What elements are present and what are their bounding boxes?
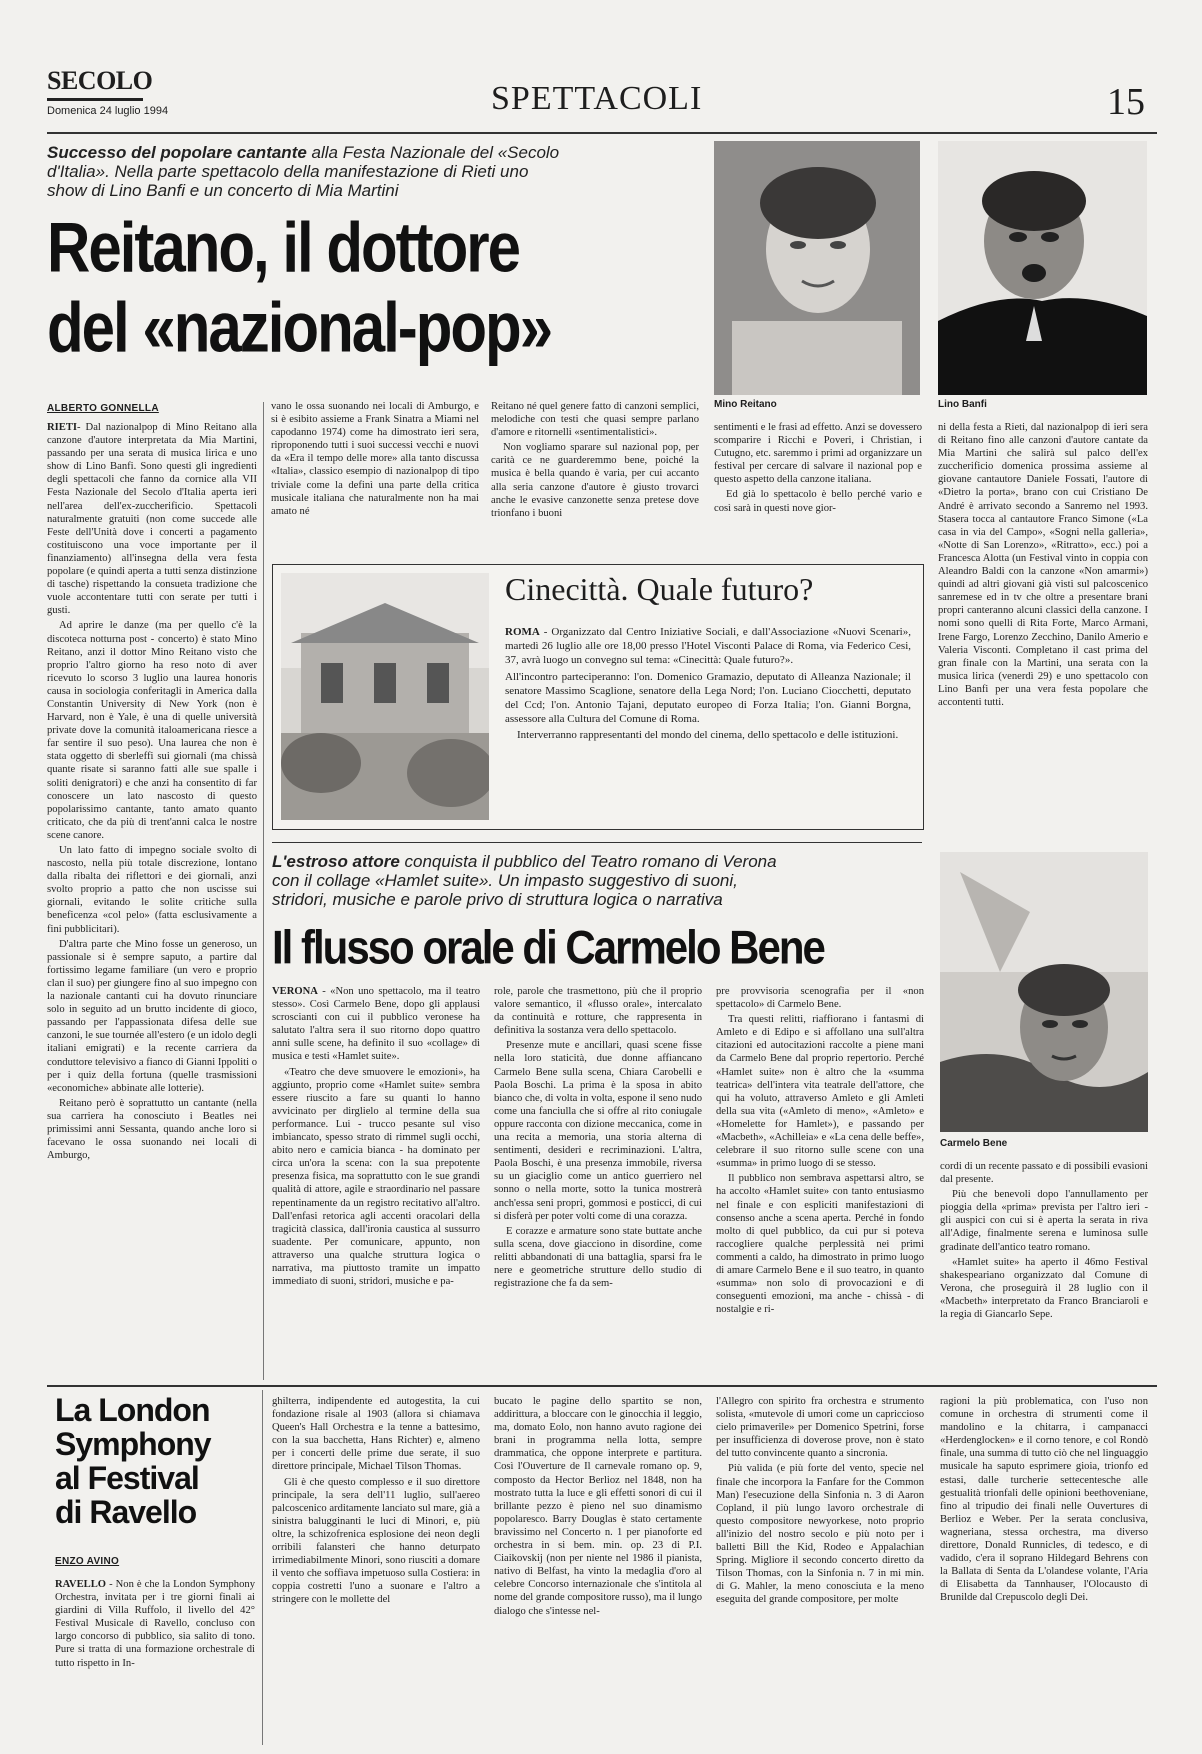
cinecitta-box <box>272 564 924 830</box>
reitano-kicker-bold: Successo del popolare cantante <box>47 143 307 162</box>
bene-column-4 <box>940 1160 1148 1377</box>
reitano-photo <box>714 141 920 395</box>
reitano-col1-p5: Reitano però è soprattutto un cantante (nella sua carriera ha conosciuto i Beatles nei primissimi anni Sessanta, quando anche loro si facevano le ossa suonando nei locali di Amburgo, <box>47 1097 257 1162</box>
bene-kicker <box>272 852 792 909</box>
cinecitta-title: Cinecittà. Quale futuro? <box>505 571 814 607</box>
bene-col3-p2: Tra questi relitti, riaffiorano i fantasmi di Amleto e di Edipo e si affollano una sull'altra citazioni ed autocitazioni raccolte a piene mani da Carmelo Bene dal proprio repertorio. Perché «Hamlet suite» non è altro che la «summa teatrica» dell'intera vita teatrale dell'attore, che qui ha voluto, attraverso Amleto e gli Amleti della sua vita («Amleto di meno», «Amleto» e «Homelette for Hamlet»), e passando per «Macbeth», «Achilleia» e «La cena delle beffe», celebrare il suo ritorno sulle scene con una «summa» in primo luogo di se stesso. <box>716 1014 924 1170</box>
bene-kicker-bold: L'estroso attore <box>272 852 400 871</box>
bene-col4-p3: «Hamlet suite» ha aperto il 46mo Festival shakespeariano organizzato dal Comune di Verona, che proseguirà il 28 luglio con il «Macbeth» interpretato da Franco Branciaroli e la regia di Giancarlo Sepe. <box>940 1256 1148 1321</box>
reitano-col2-p1: vano le ossa suonando nei locali di Amburgo, e si è esibito assieme a Frank Sinatra a Miami nel capodanno 1974) come ha dimostrato ieri sera, riproponendo tutti i suoi successi vecchi e nuovi da «Era il tempo delle more» alla tanto discussa «Italia», classico esempio di nazionalpop di tipo triviale come la definì una parte della critica musicale italiana che naturalmente non ha mai amato né <box>271 401 479 517</box>
reitano-col4-p1: sentimenti e le frasi ad effetto. Anzi se dovessero scomparire i Ricchi e Poveri, i Christian, i Cutugno, etc. saremmo i primi ad organizzare un festival per cercare di salvare il nazional pop e questo aspetto della canzone italiana. <box>714 422 922 486</box>
cinecitta-studios-image <box>281 573 489 820</box>
reitano-col5-p1: ni della festa a Rieti, dal nazionalpop di ieri sera di Reitano fino alle canzoni d'autore cantate da Mia Martini che salirà sul palco dell'ex zuccherificio domenica prossima assieme al giovane cantautore Daniele Fossati, l'autore di «Dietro la porta», brano con cui Cristiano De André è arrivato secondo a Sanremo nel 1993. Stasera tocca al cantautore Franco Simone («La casa in via del Campo», «Sogni nella galleria», «Notte di San Lorenzo», «Ritratto», ecc.) poi a Francesca Alotta (un Festival vinto in coppia con Aleandro Baldi con la canzone «Non amarmi») quindi ad altri giovani già visti sul palcoscenico sanremese ed in tv che oltre a presentare brani propri canteranno alcuni classici della canzone. I nomi sono quelli di Rita Forte, Marco Armani, Irene Fargo, Lorenzo Zecchino, Danilo Amerio e Valeria Visconti. Completano il cast prima del gran finale con la Martini, una serata con la musica lirica (venerdì 29) e uno spettacolo con Lino Banfi per una vera festa popolare che accontenti tutti. <box>938 422 1148 708</box>
london-col4-p1: l'Allegro con spirito fra orchestra e strumento solista, «mutevole di umori come un capriccioso cielo primaverile» per Domenico Spetrini, forse per insufficienza di doverose prove, non è stato del tutto convincente quanto a sincronia. <box>716 1396 924 1460</box>
masthead <box>47 62 1157 134</box>
london-col1-p1-text: - Non è che la London Symphony Orchestra, invitata per i tre giorni finali ai giardini di Villa Ruffolo, il livello del 42° Festival Musicale di Ravello, concluso con largo concorso di pubblico, sia salito di tono. Pure si tratta di una formazione orchestrale di tutto rispetto in In- <box>55 1579 255 1669</box>
reitano-headline-line2: del «nazional-pop» <box>47 287 552 367</box>
page-number: 15 <box>1107 81 1145 123</box>
london-column-4 <box>716 1395 924 1745</box>
reitano-photo-caption: Mino Reitano <box>714 399 777 410</box>
bene-col2-p1: role, parole che trasmettono, più che il proprio valore semantico, il «flusso orale», intercalato da continuità e rotture, che rappresenta in definitiva la sostanza vera dello spettacolo. <box>494 986 702 1037</box>
cinecitta-p2: All'incontro parteciperanno: l'on. Domenico Gramazio, deputato di Alleanza Nazionale; il senatore Massimo Scaglione, senatore della Lega Nord; l'on. Luciano Ciocchetti, deputato del Ccd; l'on. Antonio Tajani, deputato europeo di Forza Italia; l'on. Gianni Borgna, assessore alla Cultura del Comune di Roma. <box>505 670 911 726</box>
bene-photo <box>940 852 1148 1132</box>
london-column-2 <box>272 1395 480 1745</box>
reitano-column-1 <box>47 421 257 1381</box>
reitano-kicker <box>47 143 567 200</box>
masthead-rule <box>47 132 1157 134</box>
banfi-photo-caption: Lino Banfi <box>938 399 987 410</box>
reitano-portrait <box>714 141 920 395</box>
london-col5-p1: ragioni la più problematica, con l'uso non comune in orchestra di strumenti come il mandolino e la chitarra, i campanacci «Herdenglocken» e il corno tenore, e col Rondò finale, una summa di tutto ciò che nel linguaggio musicale ha saputo esprimere gioia, trionfo ed estasi, dalle turcherie settecentesche alle gestualità trionfali delle opinioni beethoveniane, fino al tripudio dei finali nelle Ouvertures di Berlioz e Weber. Per la serata conclusiva, wagneriana, stessa orchestra, ma diverso direttore, Donald Runnicles, di tedesco, e di vadido, c'era il soprano Hildegard Behrens con la Ballata di Senta da L'olandese volante, l'Aria di Elisabetta da Tannhauser, l'Olocausto di Brunilde dal Crepuscolo degli Dei. <box>940 1396 1148 1604</box>
cinecitta-p3: Interverranno rappresentanti del mondo del cinema, dello spettacolo e delle istituzioni. <box>517 729 899 742</box>
reitano-col-divider-1 <box>263 402 264 1380</box>
reitano-col3-p2: Non vogliamo sparare sul nazional pop, per carità ce ne guarderemmo bene, poiché la musica è bella quando è varia, per cui accanto alla seria canzone d'autore è giusto trovarci anche le evasive canzonette senza pretese dove trionfano i buoni <box>491 442 699 519</box>
issue-date: Domenica 24 luglio 1994 <box>47 105 169 117</box>
london-top-rule <box>47 1385 1157 1387</box>
bene-column-2 <box>494 985 702 1377</box>
london-col1-p1 <box>55 1578 255 1670</box>
bene-headline: Il flusso orale di Carmelo Bene <box>272 920 824 974</box>
bene-column-3 <box>716 985 924 1377</box>
reitano-headline-line1: Reitano, il dottore <box>47 207 519 287</box>
cinecitta-p1 <box>505 625 911 668</box>
paper-logo: SECOLO <box>47 66 153 95</box>
cinecitta-photo <box>281 573 489 820</box>
reitano-column-3 <box>491 400 699 564</box>
bene-dateline: VERONA <box>272 986 318 997</box>
bene-col3-p3: Il pubblico non sembrava aspettarsi altro, se ha accolto «Hamlet suite» con tanto entusiasmo nel finale e con espliciti manifestazioni di consenso anche a scena aperta. Perché in fondo molto di quel pubblico, da cui pur si poteva raccogliere qualche perplessità nei primi commenti a caldo, ha dimostrato in primo luogo di amare Carmelo Bene e il suo teatro, in quanto «summa» non solo di provocazioni e di conseguenti emozioni, ma anche - chissà - di nostalgie e ri- <box>716 1173 924 1316</box>
banfi-photo <box>938 141 1147 395</box>
cinecitta-body <box>505 625 911 825</box>
london-col-divider <box>262 1390 263 1745</box>
london-column-5 <box>940 1395 1148 1745</box>
london-column-3 <box>494 1395 702 1745</box>
london-col2-p1: ghilterra, indipendente ed autogestita, la cui fondazione risale al 1903 (allora si chiamava Queen's Hall Orchestra e la tenne a battesimo, con la sua bacchetta, Hans Richter) e, almeno per i concerti delle prime due serate, il suo direttore principale, Michael Tilson Thomas. <box>272 1396 480 1473</box>
bene-col1-p1 <box>272 985 480 1064</box>
reitano-column-5 <box>938 421 1148 841</box>
logo-underline <box>47 98 143 101</box>
bene-col2-p2: Presenze mute e ancillari, quasi scene fisse nella loro staticità, due donne affiancano Carmelo Bene sulla scena, Chiara Carobelli e Paola Boschi. La prima è la sposa in abito bianco che, di volta in volta, espone il seno nudo come una fanciulla che si offre al rito coniugale oppure racconta con dizione meccanica, come in una recita a memoria, una storia alterna di sentimenti, desideri e recriminazioni. L'altra, Paola Boschi, è una presenza immobile, riversa su un giaciglio come un antico guerriero nel sonno o nella morte, sotto la tunica mostrerà anch'essa seni propri, gommosi e posticci, di cui si disferà per poter volti come di una corazza. <box>494 1040 702 1222</box>
bene-col4-p2: Più che benevoli dopo l'annullamento per pioggia della «prima» prevista per l'altro ieri - gli auspici con cui si è aperta la serata in riva all'Adige, finalmente serena e luminosa sulle gradinate dell'antico teatro romano. <box>940 1189 1148 1253</box>
reitano-col3-p1: Reitano né quel genere fatto di canzoni semplici, melodiche con testi che quasi sempre parlano d'amore e ritornelli «sentimentalistici». <box>491 401 699 439</box>
london-dateline: RAVELLO <box>55 1579 107 1590</box>
london-headline: La London Symphony al Festival di Ravello <box>55 1392 211 1530</box>
reitano-byline: ALBERTO GONNELLA <box>47 403 159 414</box>
section-title: SPETTACOLI <box>491 80 703 117</box>
london-col4-p2: Più valida (e più forte del vento, specie nel finale che incorpora la Fanfare for the Common Man) l'esecuzione della Sinfonia n. 3 di Aaron Copland, il più lungo lavoro orchestrale di questo compositore newyorkese, noto proprio all'inizio del nostro secolo e più noto per i balletti Bill the Kid, Rodeo e Appalachian Spring. Migliore il secondo concerto diretto da Tilson Thomas, con la Sinfonia n. 7 in mi min. di G. Mahler, la meno conosciuta e la meno eseguita del grande compositore, per molte <box>716 1463 924 1606</box>
london-column-1 <box>55 1578 255 1744</box>
cinecitta-p1-text: - Organizzato dal Centro Iniziative Sociali, e dall'Associazione «Nuovi Scenari», martedì 26 luglio alle ore 18,00 presso l'Hotel Visconti Palace di Roma, via Federico Cesi, 37, avrà luogo un convegno sul tema: «Cinecittà: Quale futuro?». <box>505 626 911 667</box>
reitano-col1-p1-text: - Dal nazionalpop di Mino Reitano alla canzone d'autore interpretata da Mia Martini, passando per una serata di musica lirica e uno show di Lino Banfi. Sono questi gli ingredienti degli spettacoli che fanno da cornice alla VII Festa Nazionale del Secolo d'Italia aperta ieri nell'area dell'ex-zuccherificio. Spettacoli naturalmente gratuiti (non come succede alle Feste dell'Unità dove i concerti a pagamento costituiscono una voce importante per il finanziamento) all'insegna della vera festa popolare (e quindi aperta a tutti senza distinzione di tasche) rispettando la consueta tradizione che vuole accontentare tutti con serate per tutti i gusti. <box>47 422 257 617</box>
reitano-dateline: RIETI <box>47 422 78 433</box>
bene-portrait <box>940 852 1148 1132</box>
reitano-col1-p2: Ad aprire le danze (ma per quello c'è la discoteca notturna post - concerto) è stato Mino Reitano, anzi il dottor Mino Reitano visto che proprio l'altro giorno ha reso noto di aver ricevuto lo scorso 3 luglio una laurea honoris causa in sociologia conferitagli in America dalla Constantin University di New York (non è Harvard, non è Yale, è una di quelle università private dove la comunità italoamericana riesce a far sentire il suo peso). Una laurea che non è stata oggetto di sberleffi sui giornali (ma chissà quante risate si saranno fatti alle sue spalle i soliti denigratori) e che anzi ha consentito di far conoscere un lato nascosto di questo popolarissimo cantante, tanto amato quanto criticato, che da più di trent'anni calca le nostre scene canore. <box>47 620 257 841</box>
bene-column-1 <box>272 985 480 1377</box>
london-byline: ENZO AVINO <box>55 1556 120 1567</box>
bene-top-rule <box>272 842 922 843</box>
cinecitta-dateline: ROMA <box>505 626 540 638</box>
london-col3-p1: bucato le pagine dello spartito se non, addirittura, a bloccare con le ginocchia il leggio, ma, domato Eolo, non hanno avuto ragione dei brani in programma nella lotta, sempre drammatica, che oppone interprete e partitura. Così l'Ouverture de Il carnevale romano op. 9, composto da Hector Berlioz nel 1848, non ha mostrato tutta la luce e gli effetti sonori di cui il brillante pezzo è pieno nel suo dinamismo popolaresco. Barry Douglas è stato certamente bravissimo nel Concerto n. 1 per pianoforte ed orchestra in si bem. min. op. 23 di P.I. Ciaikovskij (non per niente nel 1986 il pianista, nativo di Belfast, ha vinto la medaglia d'oro al celebre Concorso internazionale che s'intitola al nome del grande compositore russo), ma il lungo dialogo che s'intesse nel- <box>494 1396 702 1617</box>
reitano-col1-p3: Un lato fatto di impegno sociale svolto di nascosto, nella più totale discrezione, lontano dalla ribalta dei riflettori e dei giornali, anzi svolto proprio a patto che non uscisse sui giornali, evitando le solite critiche sulla beneficenza «col pelo» (fatta esclusivamente a fini pubblicitari). <box>47 845 257 935</box>
bene-col1-p2: «Teatro che deve smuovere le emozioni», ha aggiunto, proprio come «Hamlet suite» sembra essere riuscito a fare su quanti lo hanno avvicinato per dirglielo al termine della sua performance. Lui - trucco pesante sul viso imbiancato, spesso strato di rimmel sugli occhi, abito nero e camicia bianca - ha dominato per circa un'ora la scena: con la sua prepotente presenza fisica, ma soprattutto con le sue grandi qualità di attore, agile e straordinario nel passare repentinamente da un registro recitativo all'altro. Dall'enfasi retorica agli accenti oracolari della tragicità classica, dall'ironia caustica al sussurro suadente. Per comunicare, appunto, non attraverso una qualche struttura logica o narrativa, ma piuttosto tramite un impatto immediato di suoni, stridori, musiche e pa- <box>272 1066 480 1288</box>
reitano-col1-p1 <box>47 421 257 617</box>
banfi-portrait <box>938 141 1147 395</box>
reitano-col1-p4: D'altra parte che Mino fosse un generoso, un passionale si è sempre saputo, a partire dal fortissimo legame familiare (un vero e proprio clan il suo) per giungere fino al suo impegno con la nazionale cantanti cui ha dovuto rinunciare solo in seguito ad un brutto incidente di gioco, passando per l'appassionata difesa delle sue canzoni, le sue tournée all'estero (e un idolo degli italiani emigrati) e la recente carriera da conduttore televisivo a fianco di Gianni Ippoliti o per i quiz della fortuna (quelle trasmissioni «economiche» abbinate alle lotterie). <box>47 938 257 1094</box>
reitano-column-2 <box>271 400 479 564</box>
bene-col1-p1-text: - «Non uno spettacolo, ma il teatro stesso». Così Carmelo Bene, dopo gli applausi scroscianti con cui il pubblico veronese ha salutato l'altra sera il suo ritorno dopo quattro anni sulle scene, ha definito il suo «collage» di musica e testi «Hamlet suite». <box>272 986 480 1063</box>
reitano-col4-p2: Ed già lo spettacolo è bello perché vario e così sarà in questi nove gior- <box>714 489 922 514</box>
reitano-column-4 <box>714 421 922 564</box>
reitano-kicker-rest: alla Festa Nazionale del «Secolo d'Italia». Nella parte spettacolo della manifestazione di Rieti uno show di Lino Banfi e un concerto di Mia Martini <box>47 143 560 200</box>
london-col2-p2: Gli è che questo complesso e il suo direttore principale, la sera dell'11 luglio, sull'aereo palcoscenico arditamente lanciato sul mare, già a sinistra balugginanti le luci di Minori, e, più oltre, la schizofrenica esplosione dei neon degli orribili falansteri che hanno deturpato irrimediabilmente Minori, sono riusciti a domare il vento che soffiava impetuoso sulla Costiera: in coppia costretti l'uno a suonare e l'altro a stringere con le mollette del <box>272 1476 480 1606</box>
bene-kicker-rest: conquista il pubblico del Teatro romano di Verona con il collage «Hamlet suite». Un impasto suggestivo di suoni, stridori, musiche e parole privo di struttura logica o narrativa <box>272 852 777 909</box>
bene-col3-p1: pre provvisoria scenografia per il «non spettacolo» di Carmelo Bene. <box>716 986 924 1011</box>
bene-photo-caption: Carmelo Bene <box>940 1138 1008 1149</box>
bene-col2-p3: E corazze e armature sono state buttate anche sulla scena, dove giacciono in disordine, come relitti abbandonati di una battaglia, sparsi fra le nere e geometriche strutture dello studio di registrazione che fa da sem- <box>494 1225 702 1290</box>
bene-col4-p1: cordi di un recente passato e di possibili evasioni dal presente. <box>940 1161 1148 1186</box>
